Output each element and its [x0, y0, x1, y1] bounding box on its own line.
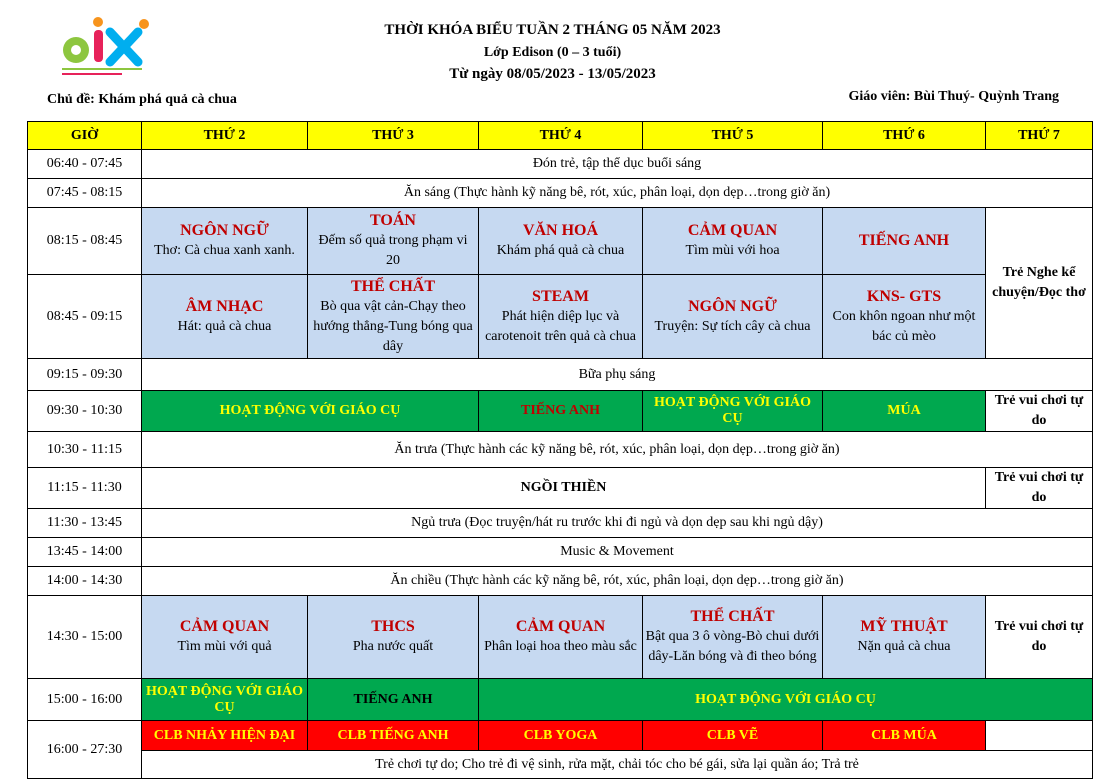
- lunch-cell: Ăn trưa (Thực hành các kỹ năng bê, rót, xúc, phân loại, dọn dẹp…trong giờ ăn): [142, 432, 1093, 468]
- lesson-cell: [823, 275, 986, 359]
- time-cell: 10:30 - 11:15: [28, 432, 142, 468]
- col-header-mon: THỨ 2: [142, 122, 308, 150]
- club-cell: CLB TIẾNG ANH: [308, 721, 479, 751]
- table-row: [28, 359, 1093, 391]
- sat-activity-cell: Trẻ vui chơi tự do: [986, 391, 1093, 432]
- lesson-cell: [308, 596, 479, 679]
- lesson-cell: [308, 208, 479, 275]
- col-header-thu: THỨ 5: [643, 122, 823, 150]
- table-row: [28, 179, 1093, 208]
- time-cell: 16:00 - 27:30: [28, 721, 142, 779]
- table-row: [28, 391, 1093, 432]
- lesson-desc: Nặn quả cà chua: [857, 639, 951, 654]
- activity-cell: HOẠT ĐỘNG VỚI GIÁO CỤ: [142, 391, 479, 432]
- nap-cell: Ngủ trưa (Đọc truyện/hát ru trước khi đi ngủ và dọn dẹp sau khi ngủ dậy): [142, 509, 1093, 538]
- lesson-subject: NGÔN NGỮ: [180, 222, 269, 239]
- lesson-desc: Khám phá quả cà chua: [496, 243, 625, 258]
- afternoon-meal-cell: Ăn chiều (Thực hành các kỹ năng bê, rót, xúc, phân loại, dọn dẹp…trong giờ ăn): [142, 567, 1093, 596]
- lesson-subject: MỸ THUẬT: [860, 618, 948, 635]
- lesson-subject: VĂN HOÁ: [522, 222, 599, 239]
- table-row: [28, 275, 1093, 359]
- lesson-subject: THỂ CHẤT: [350, 277, 435, 295]
- activity-cell-english: TIẾNG ANH: [479, 391, 643, 432]
- activity-cell: HOẠT ĐỘNG VỚI GIÁO CỤ: [142, 679, 308, 721]
- lesson-desc: Thơ: Cà chua xanh xanh.: [154, 243, 295, 258]
- club-cell: CLB MÚA: [823, 721, 986, 751]
- time-cell: 13:45 - 14:00: [28, 538, 142, 567]
- time-cell: 09:30 - 10:30: [28, 391, 142, 432]
- activity-cell-dance: MÚA: [823, 391, 986, 432]
- activity-cell: HOẠT ĐỘNG VỚI GIÁO CỤ: [643, 391, 823, 432]
- lesson-desc: Truyện: Sự tích cây cà chua: [654, 318, 811, 334]
- time-cell: 06:40 - 07:45: [28, 150, 142, 179]
- meditation-cell: NGỒI THIỀN: [142, 468, 986, 509]
- lesson-cell: [479, 208, 643, 275]
- breakfast-cell: Ăn sáng (Thực hành kỹ năng bê, rót, xúc, phân loại, dọn dẹp…trong giờ ăn): [142, 179, 1093, 208]
- table-row: [28, 150, 1093, 179]
- club-cell: CLB VẼ: [643, 721, 823, 751]
- lesson-subject: NGÔN NGỮ: [688, 297, 777, 315]
- snack-cell: Bữa phụ sáng: [142, 359, 1093, 391]
- lesson-desc: Pha nước quất: [352, 639, 434, 654]
- lesson-subject: CẢM QUAN: [179, 618, 270, 635]
- time-cell: 14:00 - 14:30: [28, 567, 142, 596]
- header-row: [28, 122, 1093, 150]
- lesson-subject: KNS- GTS: [866, 287, 942, 305]
- lesson-cell: [643, 275, 823, 359]
- col-header-time: GIỜ: [28, 122, 142, 150]
- club-cell: CLB YOGA: [479, 721, 643, 751]
- lesson-subject: THỂ CHẤT: [690, 608, 775, 625]
- table-row: [28, 751, 1093, 779]
- date-range: Từ ngày 08/05/2023 - 13/05/2023: [449, 66, 656, 82]
- lesson-subject: STEAM: [532, 287, 589, 305]
- col-header-sat: THỨ 7: [986, 122, 1093, 150]
- lesson-cell: [142, 208, 308, 275]
- lesson-desc: Tìm mùi với quả: [177, 639, 272, 654]
- timetable: [27, 121, 1093, 779]
- col-header-wed: THỨ 4: [479, 122, 643, 150]
- topic-label: Chủ đề: Khám phá quả cà chua: [47, 92, 237, 107]
- lesson-desc: Phân loại hoa theo màu sắc: [484, 639, 637, 654]
- lesson-cell: [823, 596, 986, 679]
- lesson-subject: TOÁN: [370, 212, 416, 229]
- lesson-subject: ÂM NHẠC: [185, 297, 264, 315]
- table-row: [28, 468, 1093, 509]
- sat-activity-cell: Trẻ vui chơi tự do: [986, 596, 1093, 679]
- time-cell: 08:45 - 09:15: [28, 275, 142, 359]
- sat-activity-cell: Trẻ Nghe kể chuyện/Đọc thơ: [986, 208, 1093, 359]
- time-cell: 14:30 - 15:00: [28, 596, 142, 679]
- pickup-cell: Trẻ chơi tự do; Cho trẻ đi vệ sinh, rửa mặt, chải tóc cho bé gái, sửa lại quần áo; Trả trẻ: [142, 751, 1093, 779]
- class-name: Lớp Edison (0 – 3 tuổi): [483, 45, 622, 60]
- activity-cell-english: TIẾNG ANH: [308, 679, 479, 721]
- club-cell: CLB NHẢY HIỆN ĐẠI: [142, 721, 308, 751]
- lesson-desc: Tìm mùi với hoa: [685, 243, 780, 258]
- time-cell: 07:45 - 08:15: [28, 179, 142, 208]
- lesson-cell: [142, 275, 308, 359]
- schedule-title: THỜI KHÓA BIỂU TUẦN 2 THÁNG 05 NĂM 2023: [384, 22, 721, 38]
- table-row: [28, 432, 1093, 468]
- table-row: [28, 567, 1093, 596]
- table-row: [28, 208, 1093, 275]
- lesson-cell: [823, 208, 986, 275]
- col-header-fri: THỨ 6: [823, 122, 986, 150]
- table-row: [28, 721, 1093, 751]
- lesson-desc: Bò qua vật cản-Chạy theo hướng thẳng-Tung bóng qua dây: [313, 298, 473, 354]
- lesson-desc: Con khôn ngoan như một bác củ mèo: [832, 308, 976, 344]
- lesson-cell: [643, 596, 823, 679]
- lesson-desc: Đếm số quả trong phạm vi 20: [318, 233, 468, 268]
- lesson-cell: [479, 275, 643, 359]
- table-row: [28, 538, 1093, 567]
- lesson-desc: Phát hiện diệp lục và carotenoit trên quả cà chua: [485, 308, 636, 344]
- time-cell: 09:15 - 09:30: [28, 359, 142, 391]
- empty-cell: [986, 721, 1093, 751]
- music-cell: Music & Movement: [142, 538, 1093, 567]
- lesson-cell: [643, 208, 823, 275]
- teacher-label: Giáo viên: Bùi Thuý- Quỳnh Trang: [848, 89, 1059, 104]
- lesson-desc: Hát: quả cà chua: [177, 318, 272, 334]
- lesson-subject: TIẾNG ANH: [858, 232, 950, 249]
- activity-cell: HOẠT ĐỘNG VỚI GIÁO CỤ: [479, 679, 1093, 721]
- lesson-cell: [142, 596, 308, 679]
- lesson-cell: [479, 596, 643, 679]
- lesson-subject: CẢM QUAN: [515, 618, 606, 635]
- lesson-cell: [308, 275, 479, 359]
- welcome-cell: Đón trẻ, tập thể dục buổi sáng: [142, 150, 1093, 179]
- table-row: [28, 679, 1093, 721]
- lesson-subject: CẢM QUAN: [687, 222, 778, 239]
- lesson-desc: Bật qua 3 ô vòng-Bò chui dưới dây-Lăn bóng và đi theo bóng: [645, 629, 820, 664]
- time-cell: 08:15 - 08:45: [28, 208, 142, 275]
- time-cell: 11:30 - 13:45: [28, 509, 142, 538]
- col-header-tue: THỨ 3: [308, 122, 479, 150]
- table-row: [28, 596, 1093, 679]
- table-row: [28, 509, 1093, 538]
- time-cell: 11:15 - 11:30: [28, 468, 142, 509]
- time-cell: 15:00 - 16:00: [28, 679, 142, 721]
- lesson-subject: THCS: [371, 618, 415, 635]
- sat-activity-cell: Trẻ vui chơi tự do: [986, 468, 1093, 509]
